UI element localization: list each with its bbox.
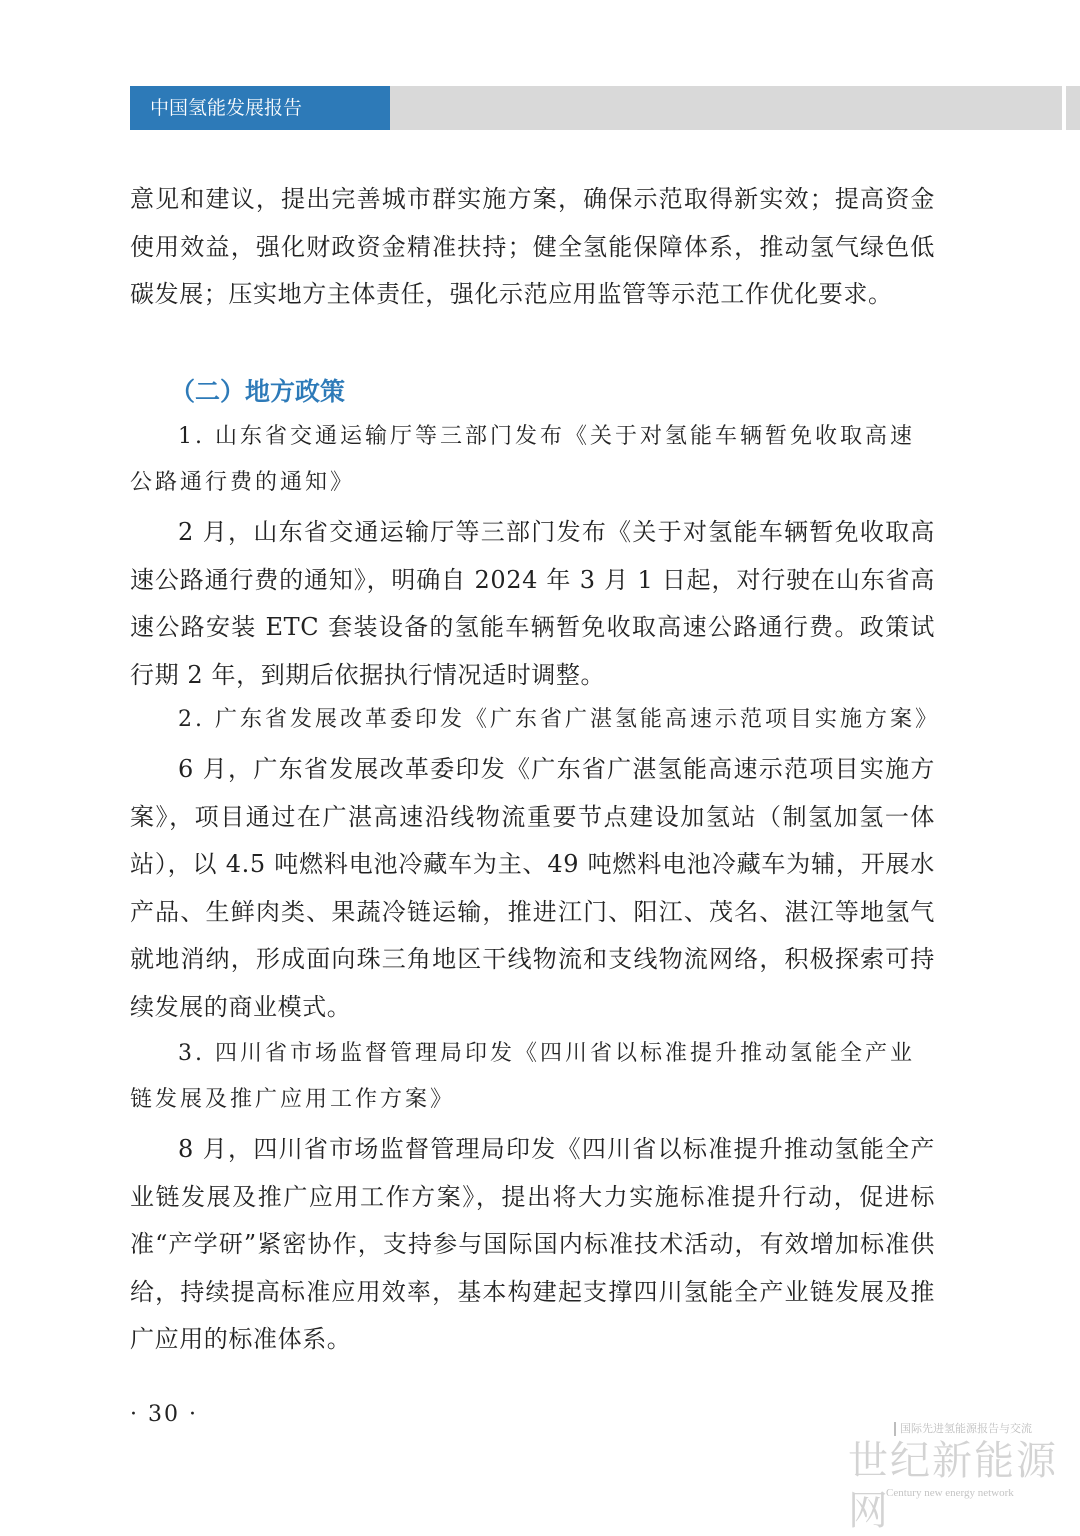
page-number: · 30 · (130, 1402, 198, 1427)
header-gray-band (390, 86, 1062, 130)
watermark-logo-text: 世纪新能源网 (848, 1438, 1058, 1534)
policy-body: 6 月，广东省发展改革委印发《广东省广湛氢能高速示范项目实施方案》，项目通过在广湛高速沿线物流重要节点建设加氢站（制氢加氢一体站），以 4.5 吨燃料电池冷藏车为主、49 吨燃料电池冷藏车为辅，开展水产品、生鲜肉类、果蔬冷链运输，推进江门、阳江、茂名、湛江等地氢气就地消纳，形成面向珠三角地区干线物流和支线物流网络，积极探索可持续发展的商业模式。 (130, 755, 935, 1021)
policy-item-3 (130, 1031, 935, 1364)
intro-paragraph: 意见和建议，提出完善城市群实施方案，确保示范取得新实效；提高资金使用效益，强化财政资金精准扶持；健全氢能保障体系，推动氢气绿色低碳发展；压实地方主体责任，强化示范应用监管等示范工作优化要求。 (130, 185, 935, 308)
policy-body: 8 月，四川省市场监督管理局印发《四川省以标准提升推动氢能全产业链发展及推广应用工作方案》，提出将大力实施标准提升行动，促进标准“产学研”紧密协作，支持参与国际国内标准技术活动，有效增加标准供给，持续提高标准应用效率，基本构建起支撑四川氢能全产业链发展及推广应用的标准体系。 (130, 1135, 935, 1353)
policy-item-2 (130, 697, 940, 1031)
watermark-tagline: 国际先进氢能源报告与交流 (894, 1422, 1032, 1436)
policy-item-1 (130, 414, 935, 699)
watermark-english-text: Century new energy network (886, 1487, 1014, 1499)
section-title: （二）地方政策 (170, 377, 346, 406)
policy-heading: 1. 山东省交通运输厅等三部门发布《关于对氢能车辆暂免收取高速公路通行费的通知》 (130, 424, 915, 495)
intro-block (130, 176, 935, 319)
policy-body: 2 月，山东省交通运输厅等三部门发布《关于对氢能车辆暂免收取高速公路通行费的通知》，明确自 2024 年 3 月 1 日起，对行驶在山东省高速公路安装 ETC 套装设备的氢能车辆暂免收取高速公路通行费。政策试行期 2 年，到期后依据执行情况适时调整。 (130, 518, 935, 689)
header-gray-edge (1066, 86, 1080, 130)
policy-heading: 3. 四川省市场监督管理局印发《四川省以标准提升推动氢能全产业链发展及推广应用工作方案》 (130, 1041, 915, 1112)
header-bar (130, 86, 1062, 130)
policy-heading: 2. 广东省发展改革委印发《广东省广湛氢能高速示范项目实施方案》 (178, 707, 940, 732)
report-title: 中国氢能发展报告 (130, 86, 390, 130)
watermark (848, 1422, 1080, 1534)
local-policy-section (130, 372, 935, 412)
